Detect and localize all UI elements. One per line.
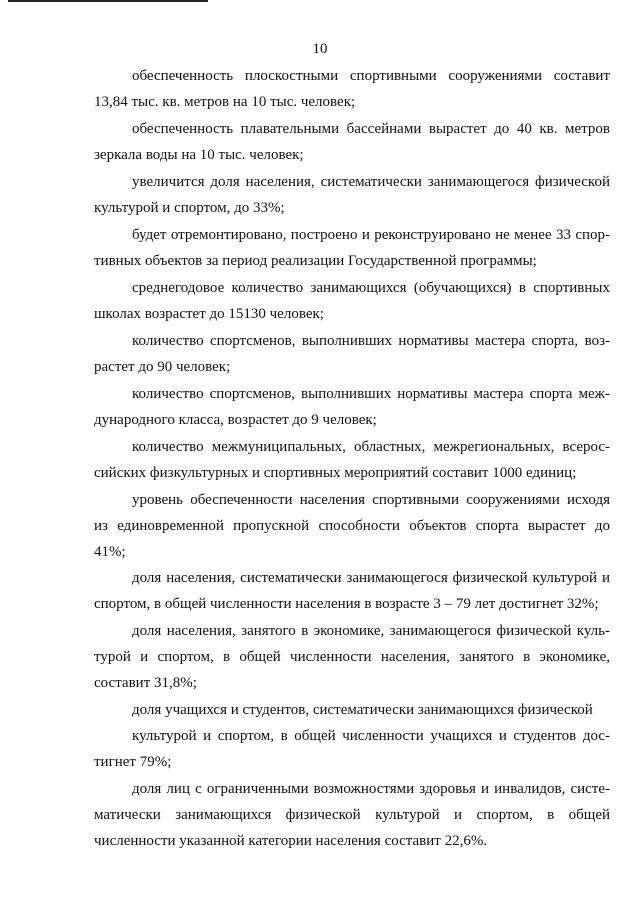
text-line: доля населения, систематически занимающегося физической культурой и [132, 570, 610, 586]
text-line: численности указанной категории населения составит 22,6%. [94, 833, 488, 849]
text-line: доля учащихся и студентов, систематически занимающихся физической [132, 702, 593, 718]
text-line: тигнет 79%; [94, 754, 172, 770]
text-line: количество спортсменов, выполнивших нормативы мастера спорта, воз- [132, 333, 610, 349]
text-line: количество спортсменов, выполнивших нормативы мастера спорта меж- [132, 386, 610, 402]
text-line: 13,84 тыс. кв. метров на 10 тыс. человек; [94, 94, 356, 110]
text-line: школах возрастет до 15130 человек; [94, 306, 324, 322]
text-line: доля лиц с ограниченными возможностями здоровья и инвалидов, систе- [132, 781, 610, 797]
text-line: увеличится доля населения, систематически занимающегося физической [132, 174, 610, 190]
text-line: матически занимающихся физической культурой и спортом, в общей [94, 807, 610, 823]
text-line: сийских физкультурных и спортивных мероприятий составит 1000 единиц; [94, 465, 577, 481]
text-line: составит 31,8%; [94, 675, 197, 691]
text-line: среднегодовое количество занимающихся (обучающихся) в спортивных [132, 280, 610, 296]
text-line: из единовременной пропускной способности объектов спорта вырастет до [94, 518, 610, 534]
text-line: культурой и спортом, в общей численности учащихся и студентов дос- [132, 728, 610, 744]
text-line: спортом, в общей численности населения в возрасте 3 – 79 лет достигнет 32%; [94, 596, 599, 612]
text-line: обеспеченность плавательными бассейнами вырастет до 40 кв. метров [132, 121, 610, 137]
text-line: 41%; [94, 544, 126, 560]
text-line: обеспеченность плоскостными спортивными сооружениями составит [132, 68, 610, 84]
text-line: количество межмуниципальных, областных, межрегиональных, всерос- [132, 439, 610, 455]
text-line: будет отремонтировано, построено и реконструировано не менее 33 спор- [132, 227, 610, 243]
text-line: доля населения, занятого в экономике, занимающегося физической куль- [132, 623, 610, 639]
text-line: уровень обеспеченности населения спортивными сооружениями исходя [132, 492, 610, 508]
text-line: дународного класса, возрастет до 9 человек; [94, 412, 377, 428]
text-line: культурой и спортом, до 33%; [94, 200, 285, 216]
page-number: 10 [312, 41, 328, 57]
text-line: растет до 90 человек; [94, 359, 231, 375]
text-line: турой и спортом, в общей численности населения, занятого в экономике, [94, 649, 610, 665]
text-line: тивных объектов за период реализации Государственной программы; [94, 253, 537, 269]
text-line: зеркала воды на 10 тыс. человек; [94, 147, 304, 163]
